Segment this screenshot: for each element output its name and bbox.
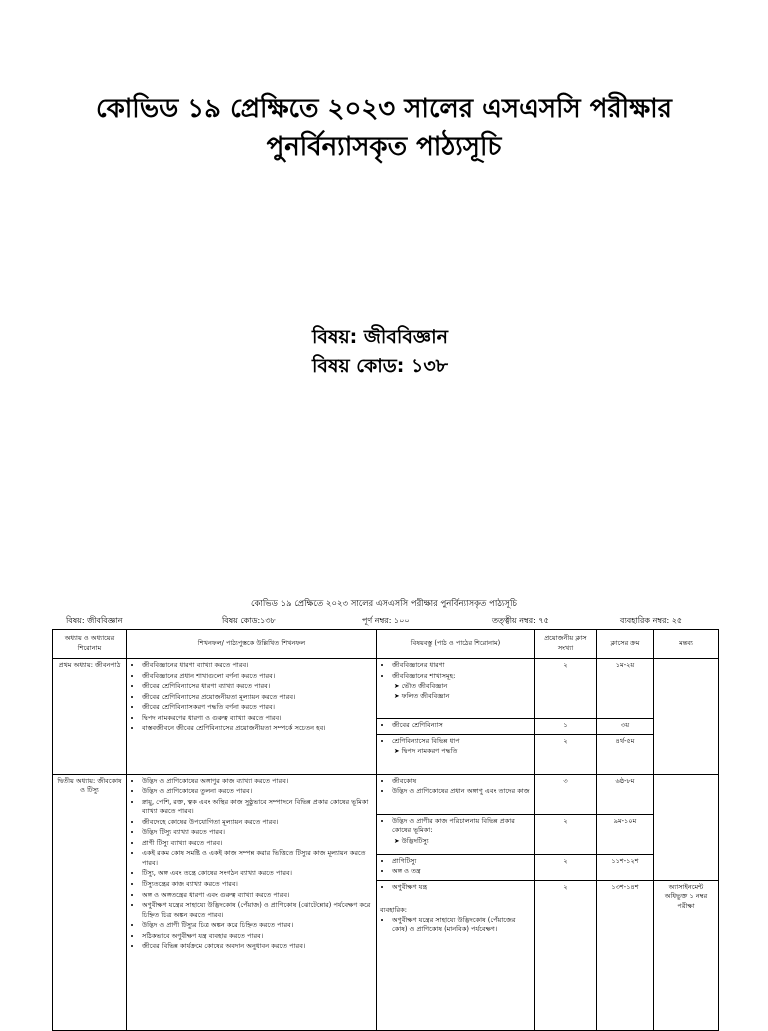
- list-item: • জীবের শ্রেণিবিন্যাস: [392, 721, 531, 731]
- order-cell: ৬ষ্ঠ-৮ম: [597, 774, 654, 814]
- header-remarks: মন্তব্য: [654, 630, 719, 659]
- outcome-item: • জীবদেহে কোষের উপযোগিতা মূল্যায়ন করতে পারব।: [142, 818, 373, 828]
- outcome-item: • উদ্ভিদ ও প্রাণিকোষের অঙ্গাণুর কাজ ব্যাখ্যা করতে পারব।: [142, 777, 373, 787]
- chapter-1-title: প্রথম অধ্যায়: জীবনপাঠ: [53, 659, 127, 775]
- table-row: [53, 774, 719, 814]
- list-item: • প্রাণিটিস্যু: [392, 857, 531, 867]
- remarks-cell: [654, 659, 719, 775]
- chapter-2-outcomes: [127, 774, 377, 1030]
- table-header-row: [53, 630, 719, 659]
- header-classes: প্রয়োজনীয় ক্লাস সংখ্যা: [535, 630, 597, 659]
- outcome-item: • টিস্যু, অঙ্গ এবং তন্ত্রে কোষের সংগঠন ব্যাখ্যা করতে পারব।: [142, 869, 373, 879]
- outcome-item: • সঠিকভাবে অণুবীক্ষণ যন্ত্র ব্যবহার করতে পারব।: [142, 932, 373, 942]
- order-cell: ৪র্থ-৫ম: [597, 734, 654, 774]
- outcome-item: • জীবের শ্রেণিবিন্যাসকরণ পদ্ধতি বর্ণনা করতে পারব।: [142, 703, 373, 713]
- chapter-1-outcomes: [127, 659, 377, 775]
- content-cell: [377, 880, 535, 1030]
- list-item: • জীববিজ্ঞানের শাখাসমূহ:: [392, 672, 531, 682]
- header-content: বিষয়বস্তু (পাঠ ও পাঠের শিরোনাম): [377, 630, 535, 659]
- classes-cell: ২: [535, 880, 597, 1030]
- order-cell: ৯ম-১০ম: [597, 814, 654, 854]
- list-item: • জীববিজ্ঞানের ধারণা: [392, 661, 531, 671]
- meta-theory-marks: তত্ত্বীয় নম্বর: ৭৫: [492, 616, 549, 625]
- classes-cell: ৩: [535, 774, 597, 814]
- order-cell: ১১শ-১২শ: [597, 854, 654, 880]
- order-cell: ১৩শ-১৪শ: [597, 880, 654, 1030]
- meta-full-marks: পূর্ণ নম্বর: ১০০: [362, 616, 410, 625]
- meta-subject: বিষয়: জীববিজ্ঞান: [66, 616, 123, 625]
- list-item: • অণুবীক্ষণ যন্ত্রের সাহায্যে উদ্ভিদকোষ (পেঁয়াজের কোষ) ও প্রাণিকোষ (মানবিক) পর্যবেক্ষণ।: [392, 916, 531, 935]
- chapter-2-title: দ্বিতীয় অধ্যায়: জীবকোষ ও টিস্যু: [53, 774, 127, 1030]
- cover-title-line1: কোভিড ১৯ প্রেক্ষিতে ২০২৩ সালের এসএসসি পরীক্ষার: [96, 94, 672, 124]
- sub-item: ➤ ভৌত জীববিজ্ঞান: [380, 682, 531, 692]
- outcome-item: • অঙ্গ ও অঙ্গতন্ত্রের ধারণা এবং গুরুত্ব ব্যাখ্যা করতে পারব।: [142, 891, 373, 901]
- content-cell: [377, 854, 535, 880]
- remarks-cell: [654, 774, 719, 880]
- outcome-item: • উদ্ভিদ ও প্রাণী টিস্যুর চিত্র অঙ্কন করে চিহ্নিত করতে পারব।: [142, 921, 373, 931]
- outcome-item: • অণুবীক্ষণ যন্ত্রের সাহায্যে উদ্ভিদকোষ (পেঁয়াজ) ও প্রাণিকোষ (ঝোটেন্নোর) পর্যবেক্ষণ করে চিহ্নিত চিত্র অঙ্কন করতে পারব।: [142, 901, 373, 920]
- content-cell: [377, 659, 535, 719]
- list-item: • উদ্ভিদ ও প্রাণিকোষের প্রধান অঙ্গাণু এবং তাদের কাজ: [392, 787, 531, 797]
- syllabus-table: [52, 629, 719, 1031]
- outcome-item: • জীবের বিভিন্ন কার্যক্রমে কোষের অবদান অনুধাবন করতে পারব।: [142, 942, 373, 952]
- list-item: • জীবকোষ: [392, 777, 531, 787]
- list-item: • অণুবীক্ষণ যন্ত্র: [392, 883, 531, 893]
- sub-item: ➤ দ্বিপদ নামকরণ পদ্ধতি: [380, 747, 531, 757]
- classes-cell: ২: [535, 814, 597, 854]
- content-cell: [377, 814, 535, 854]
- content-cell: [377, 734, 535, 774]
- outcome-item: • বাস্তবজীবনে জীবের শ্রেণিবিন্যাসের প্রয়োজনীয়তা সম্পর্কে সচেতন হব।: [142, 724, 373, 734]
- cover-title-line2: পুনর্বিন্যাসকৃত পাঠ্যসূচি: [266, 132, 502, 162]
- list-item: • উদ্ভিদ ও প্রাণীর কাজ পরিচালনায় বিভিন্ন প্রকার কোষের ভূমিকা:: [392, 817, 531, 836]
- cover-subject: বিষয়: জীববিজ্ঞান: [312, 326, 448, 348]
- table-row: [53, 659, 719, 719]
- outcome-item: • জীবের শ্রেণিবিন্যাসের ধারণা ব্যাখ্যা করতে পারব।: [142, 682, 373, 692]
- practical-label: ব্যবহারিক:: [380, 906, 407, 915]
- meta-practical-marks: ব্যবহারিক নম্বর: ২৫: [620, 616, 683, 625]
- classes-cell: ২: [535, 854, 597, 880]
- order-cell: ১ম-২য়: [597, 659, 654, 719]
- header-class-order: ক্লাসের ক্রম: [597, 630, 654, 659]
- cover-subject-code: বিষয় কোড: ১৩৮: [312, 355, 449, 377]
- order-cell: ৩য়: [597, 719, 654, 735]
- content-cell: [377, 719, 535, 735]
- list-item: • অঙ্গ ও তন্ত্র: [392, 867, 531, 877]
- outcome-item: • প্রাণী টিস্যু ব্যাখ্যা করতে পারব।: [142, 839, 373, 849]
- document-heading: কোভিড ১৯ প্রেক্ষিতে ২০২৩ সালের এসএসসি পরীক্ষার পুনর্বিন্যাসকৃত পাঠ্যসূচি: [251, 599, 517, 609]
- sub-item: ➤ ফলিত জীববিজ্ঞান: [380, 692, 531, 702]
- sub-item: ➤ উদ্ভিদটিস্যু: [380, 837, 531, 847]
- list-item: • শ্রেণিবিন্যাসের বিভিন্ন ধাপ: [392, 737, 531, 747]
- outcome-item: • জীবের শ্রেণিবিন্যাসের প্রয়োজনীয়তা মূল্যায়ন করতে পারব।: [142, 693, 373, 703]
- header-chapter: অধ্যায় ও অধ্যায়ের শিরোনাম: [53, 630, 127, 659]
- meta-code: বিষয় কোড:১৩৮: [222, 616, 276, 625]
- outcome-item: • টিস্যুতন্ত্রের কাজ ব্যাখ্যা করতে পারব।: [142, 880, 373, 890]
- outcome-item: • স্নায়ু, পেশি, রক্ত, ত্বক এবং অস্থির কাজ সুষ্ঠুভাবে সম্পাদনে বিভিন্ন প্রকার কোষের ভূমিকা ব্যাখ্যা করতে পারব।: [142, 798, 373, 817]
- remarks-cell: অ্যাসাইনমেন্ট অধিভুক্ত ১ নম্বর পরীক্ষা: [654, 880, 719, 1030]
- outcome-item: • উদ্ভিদ ও প্রাণিকোষের তুলনা করতে পারব।: [142, 787, 373, 797]
- classes-cell: ২: [535, 734, 597, 774]
- classes-cell: ১: [535, 719, 597, 735]
- outcome-item: • একই রকম কোষ সমষ্টি ও একই কাজ সম্পন্ন করার ভিত্তিতে টিস্যুর কাজ মূল্যায়ন করতে পারব।: [142, 849, 373, 868]
- header-outcomes: শিখনফল/ পাঠ্যপুস্তকে উল্লিখিত শিখনফল: [127, 630, 377, 659]
- classes-cell: ২: [535, 659, 597, 719]
- content-cell: [377, 774, 535, 814]
- outcome-item: • জীববিজ্ঞানের প্রধান শাখাগুলো বর্ণনা করতে পারব।: [142, 672, 373, 682]
- outcome-item: • জীববিজ্ঞানের ধারণা ব্যাখ্যা করতে পারব।: [142, 661, 373, 671]
- outcome-item: • উদ্ভিদ টিস্যু ব্যাখ্যা করতে পারব।: [142, 828, 373, 838]
- outcome-item: • দ্বিপদ নামকরণের ধারণা ও গুরুত্ব ব্যাখ্যা করতে পারব।: [142, 714, 373, 724]
